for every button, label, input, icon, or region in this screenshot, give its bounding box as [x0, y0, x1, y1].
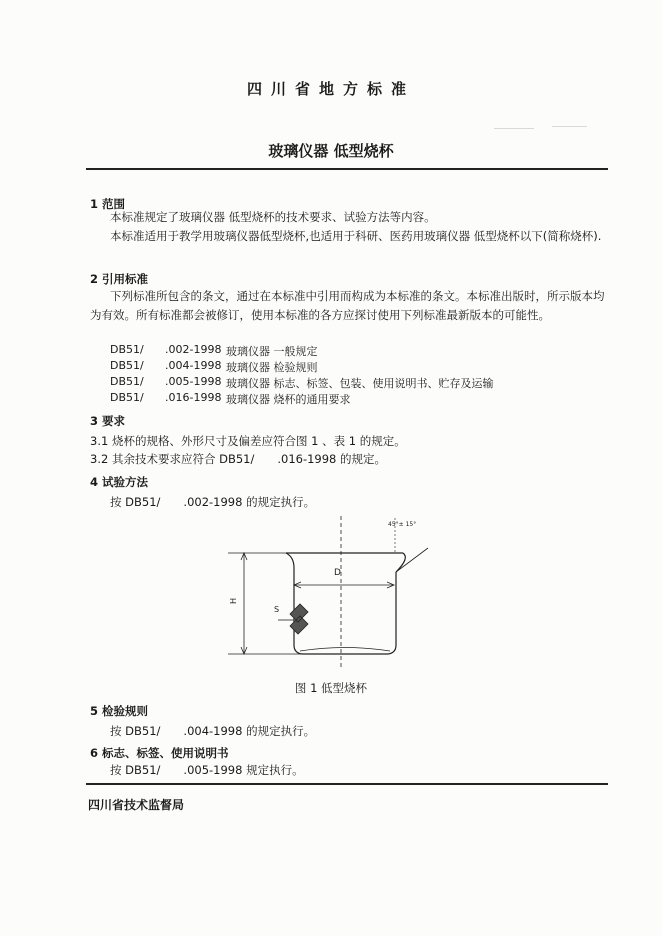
section-2-para: 下列标准所包含的条文，通过在本标准中引用而构成为本标准的条文。本标准出版时，所示版本均为有效。所有标准都会被修订，使用本标准的各方应探讨使用下列标准最新版本的可能性。: [90, 289, 605, 322]
ref-code: DB51/: [110, 375, 144, 388]
beaker-spout: [396, 553, 405, 572]
spout-angle-line: [396, 548, 428, 572]
ref-title: 玻璃仪器 检验规则: [226, 361, 318, 374]
section-5-text: 按 DB51/ .004-1998 的规定执行。: [110, 724, 316, 738]
document-title: 玻璃仪器 低型烧杯: [268, 142, 394, 160]
section-1-heading: 1 范围: [90, 197, 126, 211]
section-1-para-2: 本标准适用于教学用玻璃仪器低型烧杯,也适用于科研、医药用玻璃仪器 低型烧杯以下(简称烧杯).: [110, 229, 602, 243]
ref-code: DB51/: [110, 359, 144, 372]
ref-code: DB51/: [110, 391, 144, 404]
beaker-left-wall: [286, 553, 302, 654]
section-5-heading: 5 检验规则: [90, 704, 149, 718]
section-6-heading: 6 标志、标签、使用说明书: [90, 746, 229, 760]
figure-caption: 图 1 低型烧杯: [294, 681, 368, 695]
ref-title: 玻璃仪器 一般规定: [226, 345, 318, 358]
ref-number: .004-1998: [165, 359, 222, 372]
section-6-text: 按 DB51/ .005-1998 规定执行。: [110, 763, 304, 777]
diameter-label: D: [334, 568, 341, 578]
scan-noise: [552, 126, 587, 127]
section-3-heading: 3 要求: [90, 414, 126, 428]
ref-number: .002-1998: [165, 343, 222, 356]
section-2-heading: 2 引用标准: [90, 272, 149, 286]
ref-title: 玻璃仪器 烧杯的通用要求: [226, 393, 351, 406]
height-label: H: [229, 597, 238, 604]
footer-organization: 四川省技术监督局: [88, 798, 185, 812]
ref-code: DB51/: [110, 343, 144, 356]
section-4-heading: 4 试验方法: [90, 475, 149, 489]
ref-title: 玻璃仪器 标志、标签、包装、使用说明书、贮存及运输: [226, 377, 494, 390]
section-4-text: 按 DB51/ .002-1998 的规定执行。: [110, 495, 316, 509]
ref-number: .005-1998: [165, 375, 222, 388]
section-3-item-1: 3.1 烧杯的规格、外形尺寸及偏差应符合图 1 、表 1 的规定。: [90, 434, 406, 448]
thickness-label: S: [274, 605, 280, 614]
section-3-item-2: 3.2 其余技术要求应符合 DB51/ .016-1998 的规定。: [90, 452, 387, 466]
beaker-base-curve: [300, 648, 390, 652]
ref-number: .016-1998: [165, 391, 222, 404]
title-rule: [86, 168, 608, 170]
scan-noise: [494, 128, 534, 129]
header-title: 四川省地方标准: [246, 80, 415, 98]
wall-section-hatch: [290, 604, 308, 634]
beaker-figure: [220, 512, 450, 674]
angle-label: 45°± 15°: [388, 521, 417, 528]
footer-rule: [86, 783, 608, 785]
section-1-para-1: 本标准规定了玻璃仪器 低型烧杯的技术要求、试验方法等内容。: [110, 210, 436, 224]
